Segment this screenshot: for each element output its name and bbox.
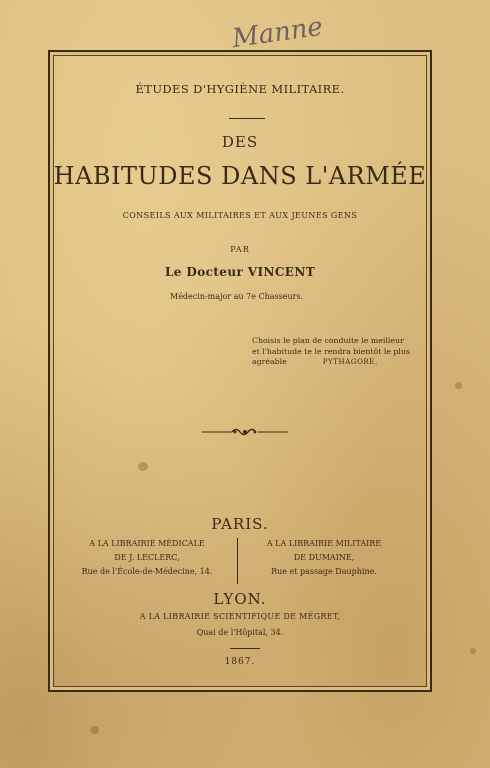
series-title: ÉTUDES D'HYGIÈNE MILITAIRE. xyxy=(135,82,345,96)
by-label: PAR xyxy=(230,245,250,254)
book-title: HABITUDES DANS L'ARMÉE xyxy=(53,162,427,190)
epigraph-line: et l'habitude te le rendra bientôt le plus xyxy=(252,346,410,356)
publication-year: 1867. xyxy=(224,657,256,667)
publisher-line: Rue de l'École-de-Médecine, 14. xyxy=(81,567,213,576)
date-rule xyxy=(230,648,260,649)
epigraph-attribution: PYTHAGORE. xyxy=(322,358,378,366)
epigraph-line: Choisis le plan de conduite le meilleur xyxy=(252,336,404,345)
author-role: Médecin-major au 7e Chasseurs. xyxy=(170,292,304,301)
book-subtitle: CONSEILS AUX MILITAIRES ET AUX JEUNES GENS xyxy=(122,211,358,220)
publisher-line: A LA LIBRAIRIE MILITAIRE xyxy=(266,539,382,548)
epigraph-line: agréable PYTHAGORE. xyxy=(252,357,378,366)
foxing-stain xyxy=(90,726,99,734)
publisher-line: A LA LIBRAIRIE MÉDICALE xyxy=(89,539,205,548)
publisher-line: DE J. LECLERC, xyxy=(114,553,180,562)
publisher-divider xyxy=(237,538,238,584)
foxing-stain xyxy=(455,382,462,389)
publisher-right xyxy=(244,537,404,579)
lyon-address: Quai de l'Hôpital, 34. xyxy=(196,628,284,637)
fleuron-ornament xyxy=(202,426,288,438)
publisher-city-lyon: LYON. xyxy=(213,590,267,608)
author-name: Le Docteur VINCENT xyxy=(164,265,316,279)
foxing-stain xyxy=(470,648,476,654)
publisher-city-paris: PARIS. xyxy=(211,515,269,533)
publisher-line: Rue et passage Dauphine. xyxy=(271,567,377,576)
title-prefix: DES xyxy=(221,133,259,151)
handwritten-signature: Manne xyxy=(230,11,325,55)
title-rule xyxy=(229,118,265,119)
lyon-publisher: A LA LIBRAIRIE SCIENTIFIQUE DE MÉGRET, xyxy=(139,612,341,621)
epigraph xyxy=(252,336,427,368)
publisher-line: DE DUMAINE, xyxy=(293,553,355,562)
publisher-left xyxy=(62,537,232,579)
